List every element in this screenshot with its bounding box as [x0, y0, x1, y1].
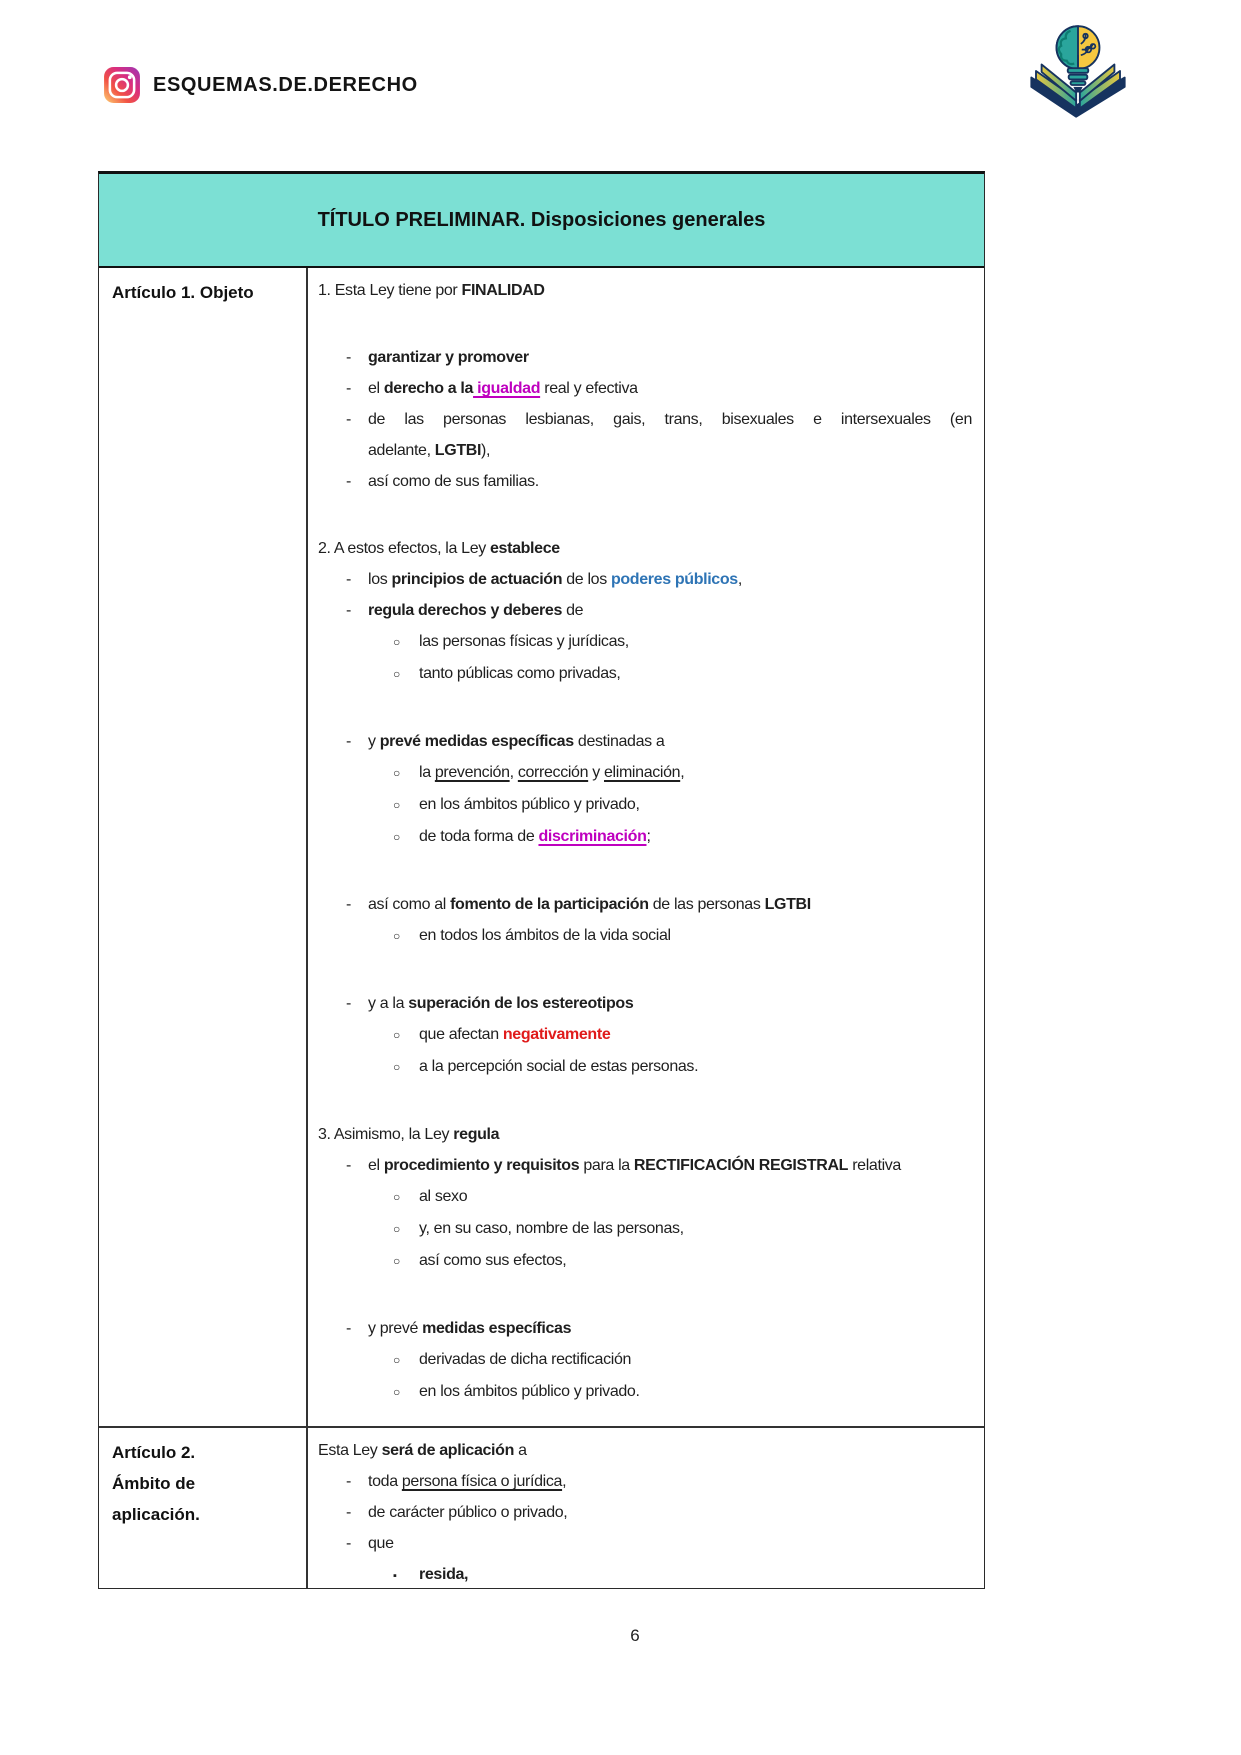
line-text — [368, 404, 972, 435]
dash-bullet-icon: - — [346, 380, 351, 397]
line-text — [419, 658, 972, 689]
table-title: TÍTULO PRELIMINAR. Disposiciones generales — [317, 208, 766, 231]
text-segment: relativa — [848, 1157, 901, 1174]
text-segment: a la percepción social de estas personas. — [419, 1058, 699, 1075]
text-segment: igualdad — [473, 380, 541, 397]
text-segment: fomento de la participación — [450, 896, 649, 913]
line-text — [419, 789, 972, 820]
text-segment: establece — [490, 540, 560, 557]
text-segment: eliminación — [604, 764, 681, 781]
line-text — [368, 1528, 972, 1559]
table-title-row — [99, 174, 984, 268]
dash-bullet-icon: - — [346, 995, 351, 1012]
content-line — [318, 821, 972, 853]
text-segment: , — [680, 764, 685, 781]
circle-bullet-icon: ○ — [393, 766, 400, 780]
text-segment: y — [588, 764, 604, 781]
text-segment: toda — [368, 1473, 402, 1490]
content-line — [318, 658, 972, 690]
line-text — [318, 275, 972, 306]
line-text — [368, 889, 972, 920]
content-line — [318, 920, 972, 952]
text-segment: que — [368, 1535, 394, 1552]
text-segment: la — [419, 764, 435, 781]
article-2-label — [99, 1428, 308, 1588]
dash-bullet-icon: - — [346, 602, 351, 619]
text-segment: el — [368, 1157, 384, 1174]
line-text — [318, 533, 972, 564]
content-line — [318, 1344, 972, 1376]
text-segment: derecho a la — [383, 380, 474, 397]
content-line — [318, 595, 972, 626]
text-segment: y prevé — [368, 1320, 423, 1337]
content-line — [318, 1213, 972, 1245]
line-text — [368, 1313, 972, 1344]
content-line — [318, 564, 972, 595]
article-2-content — [308, 1428, 984, 1588]
circle-bullet-icon: ○ — [393, 635, 400, 649]
line-text — [368, 595, 972, 626]
dash-bullet-icon: - — [346, 1320, 351, 1337]
text-segment: LGTBI — [434, 442, 482, 459]
dash-bullet-icon: - — [346, 349, 351, 366]
text-segment: RECTIFICACIÓN REGISTRAL — [633, 1157, 849, 1174]
text-segment: resida, — [419, 1566, 469, 1583]
article-2-label-line: Artículo 2. — [112, 1443, 196, 1462]
circle-bullet-icon: ○ — [393, 1254, 400, 1268]
dash-bullet-icon: - — [346, 733, 351, 750]
content-line — [318, 1150, 972, 1181]
circle-bullet-icon: ○ — [393, 929, 400, 943]
text-segment: adelante, — [368, 442, 435, 459]
text-segment: principios de actuación — [391, 571, 563, 588]
text-segment: en los ámbitos público y privado. — [419, 1383, 640, 1400]
dash-bullet-icon: - — [346, 473, 351, 490]
content-line — [318, 1119, 972, 1150]
line-text — [419, 1051, 972, 1082]
content-line — [318, 1528, 972, 1559]
content-line — [318, 342, 972, 373]
line-text — [368, 435, 972, 466]
content-line — [318, 373, 972, 404]
circle-bullet-icon: ○ — [393, 1222, 400, 1236]
text-segment: derivadas de dicha rectificación — [419, 1351, 632, 1368]
text-segment: tanto públicas como privadas, — [419, 665, 621, 682]
text-segment: y — [368, 733, 380, 750]
text-segment: en los ámbitos público y privado, — [419, 796, 640, 813]
line-text — [419, 1344, 972, 1375]
text-segment: 2. A estos efectos, la Ley — [318, 540, 490, 557]
instagram-icon — [103, 66, 141, 104]
text-segment: poderes públicos — [610, 571, 738, 588]
text-segment: , — [737, 571, 742, 588]
line-text — [318, 1435, 972, 1466]
brand — [103, 66, 418, 104]
text-segment: corrección — [517, 764, 589, 781]
text-segment: negativamente — [502, 1026, 611, 1043]
text-segment: , — [562, 1473, 567, 1490]
line-text — [368, 988, 972, 1019]
line-text — [368, 1497, 972, 1528]
content-line — [318, 626, 972, 658]
content-line — [318, 757, 972, 789]
line-text — [368, 1150, 972, 1181]
content-line — [318, 988, 972, 1019]
circle-bullet-icon: ○ — [393, 830, 400, 844]
schema-table — [98, 171, 985, 1589]
text-segment: procedimiento y requisitos — [383, 1157, 580, 1174]
line-text — [368, 1466, 972, 1497]
content-line — [318, 1497, 972, 1528]
text-segment: las personas físicas y jurídicas, — [419, 633, 629, 650]
content-line — [318, 1051, 972, 1083]
book-lightbulb-logo — [1022, 12, 1134, 130]
line-text — [419, 821, 972, 852]
content-line — [318, 889, 972, 920]
circle-bullet-icon: ○ — [393, 1028, 400, 1042]
content-line — [318, 533, 972, 564]
text-segment: garantizar y promover — [368, 349, 529, 366]
text-segment: de las personas lesbianas, gais, trans, bisexuales e intersexuales (en — [368, 411, 972, 428]
line-text — [419, 1019, 972, 1050]
content-line — [318, 1313, 972, 1344]
dash-bullet-icon: - — [346, 1504, 351, 1521]
line-text — [368, 373, 972, 404]
content-line — [318, 1245, 972, 1277]
line-text — [368, 466, 972, 497]
article-1-label: Artículo 1. Objeto — [99, 268, 308, 1426]
text-segment: destinadas a — [573, 733, 665, 750]
line-text — [419, 920, 972, 951]
article-2-row — [99, 1428, 984, 1588]
text-segment: superación de los estereotipos — [408, 995, 634, 1012]
content-line — [318, 1376, 972, 1408]
text-segment: que afectan — [419, 1026, 503, 1043]
dash-bullet-icon: - — [346, 571, 351, 588]
dash-bullet-icon: - — [346, 1473, 351, 1490]
content-line — [318, 275, 972, 306]
text-segment: medidas específicas — [422, 1320, 572, 1337]
text-segment: persona física o jurídica — [401, 1473, 563, 1490]
text-segment: de — [562, 602, 584, 619]
brand-handle: ESQUEMAS.DE.DERECHO — [153, 73, 418, 96]
text-segment: así como al — [368, 896, 451, 913]
line-text — [419, 1376, 972, 1407]
text-segment: real y efectiva — [540, 380, 638, 397]
line-text — [368, 564, 972, 595]
text-segment: en todos los ámbitos de la vida social — [419, 927, 671, 944]
line-text — [368, 342, 972, 373]
text-segment: los — [368, 571, 392, 588]
line-text — [419, 1213, 972, 1244]
content-line — [318, 435, 972, 466]
text-segment: Esta Ley — [318, 1442, 382, 1459]
text-segment: así como de sus familias. — [368, 473, 539, 490]
text-segment: será de aplicación — [381, 1442, 514, 1459]
text-segment: de carácter público o privado, — [368, 1504, 568, 1521]
text-segment: de los — [562, 571, 611, 588]
content-line — [318, 1559, 972, 1588]
article-1-row — [99, 268, 984, 1428]
text-segment: al sexo — [419, 1188, 468, 1205]
text-segment: así como sus efectos, — [419, 1252, 567, 1269]
dash-bullet-icon: - — [346, 896, 351, 913]
content-line — [318, 1181, 972, 1213]
circle-bullet-icon: ○ — [393, 1385, 400, 1399]
content-line — [318, 1435, 972, 1466]
circle-bullet-icon: ○ — [393, 1060, 400, 1074]
text-segment: , — [509, 764, 518, 781]
line-text — [368, 726, 972, 757]
circle-bullet-icon: ○ — [393, 667, 400, 681]
text-segment: ), — [481, 442, 491, 459]
line-text — [419, 1245, 972, 1276]
square-bullet-icon: ▪ — [393, 1570, 397, 1582]
line-text — [419, 626, 972, 657]
article-1-content — [308, 268, 984, 1426]
dash-bullet-icon: - — [346, 1535, 351, 1552]
content-line — [318, 726, 972, 757]
text-segment: prevención — [434, 764, 510, 781]
content-line — [318, 466, 972, 497]
line-text — [419, 1181, 972, 1212]
page-number: 6 — [630, 1626, 640, 1645]
text-segment: de las personas — [648, 896, 765, 913]
text-segment: LGTBI — [764, 896, 811, 913]
dash-bullet-icon: - — [346, 1157, 351, 1174]
text-segment: 1. Esta Ley tiene por — [318, 282, 462, 299]
text-segment: discriminación — [538, 828, 647, 845]
text-segment: regula derechos y deberes — [368, 602, 563, 619]
text-segment: y, en su caso, nombre de las personas, — [419, 1220, 684, 1237]
dash-bullet-icon: - — [346, 411, 351, 428]
text-segment: 3. Asimismo, la Ley — [318, 1126, 454, 1143]
text-segment: FINALIDAD — [461, 282, 545, 299]
text-segment: regula — [453, 1126, 500, 1143]
article-2-label-line: aplicación. — [112, 1505, 200, 1524]
line-text — [318, 1119, 972, 1150]
line-text — [419, 1559, 972, 1588]
text-segment: y a la — [368, 995, 409, 1012]
line-text — [419, 757, 972, 788]
text-segment: a — [514, 1442, 527, 1459]
content-line — [318, 404, 972, 435]
content-line — [318, 1466, 972, 1497]
circle-bullet-icon: ○ — [393, 1190, 400, 1204]
circle-bullet-icon: ○ — [393, 798, 400, 812]
circle-bullet-icon: ○ — [393, 1353, 400, 1367]
text-segment: para la — [579, 1157, 634, 1174]
text-segment: ; — [646, 828, 651, 845]
text-segment: de toda forma de — [419, 828, 539, 845]
article-2-label-line: Ámbito de — [112, 1474, 196, 1493]
text-segment: el — [368, 380, 384, 397]
text-segment: prevé medidas específicas — [379, 733, 574, 750]
content-line — [318, 1019, 972, 1051]
content-line — [318, 789, 972, 821]
